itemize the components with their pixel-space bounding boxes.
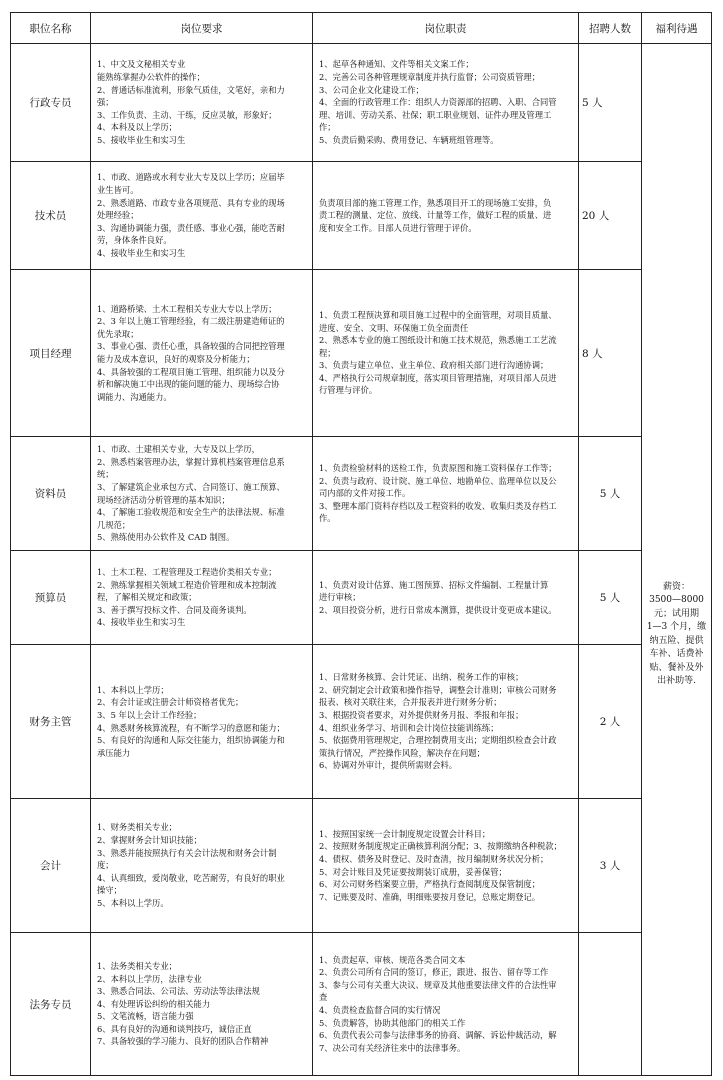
requirement-line: 4、接收毕业生和实习生 xyxy=(97,247,186,258)
position-title: 技术员 xyxy=(11,162,91,270)
requirement-line: 析和解决施工中出现的能问题的能力、现场综合协 xyxy=(97,379,280,390)
duties-cell xyxy=(313,799,579,933)
requirement-line: 3、善于撰写投标文件、合同及商务谈判。 xyxy=(97,604,252,615)
duty-line: 进度、安全、文明、环保施工负全面责任 xyxy=(319,322,469,333)
duty-line: 2、研究制定会计政策和操作指导，调整会计准则；审核公司财务 xyxy=(319,684,557,695)
requirement-line: 2、有会计证或注册会计师资格者优先； xyxy=(97,697,244,708)
header-position-name: 职位名称 xyxy=(11,13,91,44)
position-title: 法务专员 xyxy=(11,933,91,1076)
requirement-line: 2、熟悉档案管理办法，掌握计算机档案管理信息系 xyxy=(97,456,285,467)
requirement-line: 4、了解施工验收规范和安全生产的法律法规、标准 xyxy=(97,507,285,518)
welfare-line: 薪资： xyxy=(662,581,690,592)
requirement-line: 强； xyxy=(97,97,114,108)
duty-line: 7、记账要及时、准确，明细账要按月登记，总账定期登记。 xyxy=(319,891,540,902)
welfare-line: 元；试用期 xyxy=(653,608,699,619)
requirement-line: 3、事业心强、责任心重，具备较强的合同把控管理 xyxy=(97,341,285,352)
duty-line: 2、负责公司所有合同的签订，修正，跟进、报告、留存等工作 xyxy=(319,967,549,978)
requirement-line: 1、法务类相关专业； xyxy=(97,960,177,971)
duty-line: 4、负责检查监督合同的实行情况 xyxy=(319,1005,441,1015)
duty-line: 4、全面的行政管理工作：组织人力资源部的招聘、入职、合同管 xyxy=(319,97,557,108)
requirement-line: 2、本科以上学历，法律专业 xyxy=(97,973,202,984)
requirement-line: 度； xyxy=(97,860,114,871)
duties-cell xyxy=(313,162,579,270)
welfare-line: 车补、话费补 xyxy=(649,649,704,659)
position-title: 财务主管 xyxy=(11,645,91,799)
welfare-line: 纳五险、提供 xyxy=(649,635,704,646)
headcount-cell: 5 人 xyxy=(579,551,642,645)
duty-line: 5、依据费用管理规定，合理控制费用支出；定期组织检查会计政 xyxy=(319,735,557,746)
requirement-line: 2、普通话标准流利，形象气质佳，文笔好，亲和力 xyxy=(97,84,285,95)
duty-line: 行管理与评价。 xyxy=(319,385,378,396)
duties-cell xyxy=(313,551,579,645)
requirement-line: 几规范； xyxy=(97,519,131,530)
welfare-line: 3500—8000 xyxy=(649,595,704,605)
requirement-line: 1、道路桥梁、土木工程相关专业大专以上学历； xyxy=(97,303,277,314)
headcount-cell: 5 人 xyxy=(579,437,642,551)
welfare-cell xyxy=(642,44,712,1076)
requirement-line: 3、熟悉合同法、公司法、劳动法等法律法规 xyxy=(97,986,260,997)
requirement-line: 统； xyxy=(97,469,114,480)
headcount-cell: 20 人 xyxy=(579,162,642,270)
duty-line: 程； xyxy=(319,347,336,358)
duty-line: 1、负责对设计估算、施工图预算、招标文件编制、工程量计算 xyxy=(319,579,549,590)
duty-line: 作。 xyxy=(319,513,336,524)
requirement-line: 5、熟练使用办公软件及 CAD 制图。 xyxy=(97,532,235,543)
requirement-line: 操守； xyxy=(97,885,122,896)
duty-line: 7、决公司有关经济往来中的法律事务。 xyxy=(319,1042,466,1053)
duty-line: 6、对公司财务档案要立册，严格执行查阅制度及保管制度； xyxy=(319,879,540,890)
requirements-cell xyxy=(91,933,313,1076)
header-row xyxy=(11,13,712,44)
position-title: 行政专员 xyxy=(11,44,91,162)
headcount-cell: 2 人 xyxy=(579,645,642,799)
table-row xyxy=(11,799,712,933)
requirement-line: 3、5 年以上会计工作经验； xyxy=(97,709,202,720)
requirement-line: 5、有良好的沟通和人际交往能力，组织协调能力和 xyxy=(97,735,285,746)
requirements-cell xyxy=(91,270,313,437)
requirement-line: 2、掌握财务会计知识技能； xyxy=(97,835,202,846)
job-table xyxy=(10,12,712,1076)
position-title: 资料员 xyxy=(11,437,91,551)
duty-line: 2、项目投资分析，进行日常成本测算，提供设计变更成本建议。 xyxy=(319,604,557,615)
duty-line: 1、日常财务核算、会计凭证、出纳、税务工作的审核； xyxy=(319,672,524,683)
duties-cell xyxy=(313,44,579,162)
position-title: 预算员 xyxy=(11,551,91,645)
duty-line: 2、完善公司各种管理规章制度并执行监督；公司资质管理； xyxy=(319,72,540,83)
requirement-line: 能力及成本意识，良好的观察及分析能力； xyxy=(97,354,255,364)
duty-line: 度和安全工作。目部人员进行管理于评价。 xyxy=(319,222,477,233)
requirement-line: 1、本科以上学历； xyxy=(97,684,169,695)
requirement-line: 1、财务类相关专业； xyxy=(97,822,177,833)
position-title: 项目经理 xyxy=(11,270,91,437)
table-row xyxy=(11,551,712,645)
requirement-line: 能熟练掌握办公软件的操作； xyxy=(97,72,205,83)
duty-line: 报表、核对关联往来，合并报表并进行财务分析； xyxy=(319,697,502,708)
duty-line: 3、根据投资者要求，对外提供财务月报、季报和年报； xyxy=(319,709,524,720)
requirement-line: 1、土木工程、工程管理及工程造价类相关专业； xyxy=(97,567,277,578)
requirement-line: 优先录取； xyxy=(97,328,139,339)
requirement-line: 5、本科以上学历。 xyxy=(97,897,169,908)
requirement-line: 2、熟练掌握相关领域工程造价管理和成本控制流 xyxy=(97,579,277,590)
duty-line: 责工程的测量、定位、放线、计量等工作，做好工程的质量、进 xyxy=(319,210,552,221)
requirement-line: 处理经验； xyxy=(97,210,139,221)
requirements-cell xyxy=(91,162,313,270)
duty-line: 4、严格执行公司规章制度，落实项目管理措施，对项目部人员进 xyxy=(319,372,557,383)
requirement-line: 1、市政、道路或水利专业大专及以上学历；应届毕 xyxy=(97,172,285,183)
welfare-line: 1—3 个月，缴 xyxy=(646,622,707,632)
requirement-line: 1、市政、土建相关专业，大专及以上学历， xyxy=(97,444,260,455)
duty-line: 5、负责解答，协助其他部门的相关工作 xyxy=(319,1017,466,1028)
duty-line: 1、负责起草、审核、规范各类合同文本 xyxy=(319,954,466,965)
duties-cell xyxy=(313,437,579,551)
requirement-line: 1、中文及文秘相关专业 xyxy=(97,59,186,70)
duty-line: 司内部的文件对接工作。 xyxy=(319,488,411,499)
header-welfare: 福利待遇 xyxy=(642,13,712,44)
duty-line: 3、参与公司有关重大决议、规章及其他重要法律文件的合法性审 xyxy=(319,979,557,990)
welfare-line: 贴、餐补及外 xyxy=(649,662,704,673)
table-row xyxy=(11,645,712,799)
requirements-cell xyxy=(91,645,313,799)
duty-line: 策执行情况，严控操作风险，解决存在问题； xyxy=(319,747,485,758)
requirement-line: 7、具备较强的学习能力、良好的团队合作精神 xyxy=(97,1036,269,1047)
headcount-cell: 3 人 xyxy=(579,799,642,933)
requirement-line: 3、了解建筑企业承包方式、合同签订、施工预算、 xyxy=(97,481,285,492)
duty-line: 5、负责后勤采购、费用登记、车辆班组管理等。 xyxy=(319,134,499,145)
requirement-line: 4、接收毕业生和实习生 xyxy=(97,617,186,628)
duty-line: 6、负责代表公司参与法律事务的协商、调解、诉讼仲裁活动，解 xyxy=(319,1030,557,1041)
duty-line: 5、对会计账目及凭证要按期装订成册，妥善保管； xyxy=(319,866,507,877)
header-requirements: 岗位要求 xyxy=(91,13,313,44)
table-row xyxy=(11,44,712,162)
requirement-line: 程，了解相关规定和政策； xyxy=(97,592,197,603)
position-title: 会计 xyxy=(11,799,91,933)
duty-line: 4、组织业务学习、培训和会计岗位技能训练练； xyxy=(319,722,499,733)
requirement-line: 3、沟通协调能力强，责任感、事业心强，能吃苦耐 xyxy=(97,222,285,233)
table-row xyxy=(11,437,712,551)
requirement-line: 4、认真细致，爱岗敬业，吃苦耐劳，有良好的职业 xyxy=(97,872,285,883)
requirement-line: 2、3 年以上施工管理经验，有二级注册建造师证的 xyxy=(97,316,285,327)
requirement-line: 劳，身体条件良好。 xyxy=(97,235,172,246)
requirement-line: 5、接收毕业生和实习生 xyxy=(97,134,186,145)
requirement-line: 承压能力 xyxy=(97,747,131,758)
duties-cell xyxy=(313,645,579,799)
requirement-line: 2、熟悉道路、市政专业各项规范、具有专业的现场 xyxy=(97,197,285,208)
duty-line: 3、负责与建立单位、业主单位、政府相关部门进行沟通协调； xyxy=(319,360,549,371)
requirements-cell xyxy=(91,437,313,551)
requirement-line: 6、具有良好的沟通和谈判技巧，诚信正直 xyxy=(97,1023,252,1034)
headcount-cell: 5 人 xyxy=(579,44,642,162)
headcount-cell: 8 人 xyxy=(579,270,642,437)
duty-line: 查 xyxy=(319,992,328,1003)
header-duties: 岗位职责 xyxy=(313,13,579,44)
duty-line: 进行审核； xyxy=(319,592,361,603)
requirement-line: 调能力、沟通能力。 xyxy=(97,391,172,402)
duties-cell xyxy=(313,933,579,1076)
duty-line: 3、整理本部门资料存档以及工程资料的收发、收集归类及存档工 xyxy=(319,500,557,511)
duty-line: 4、债权、债务及时登记、及时查清，按月编制财务状况分析； xyxy=(319,853,549,864)
requirement-line: 3、熟悉并能按照执行有关会计法规和财务会计制 xyxy=(97,847,277,858)
requirements-cell xyxy=(91,799,313,933)
requirement-line: 4、本科及以上学历； xyxy=(97,122,177,133)
headcount-cell xyxy=(579,933,642,1076)
requirement-line: 业生皆可。 xyxy=(97,185,139,196)
duty-line: 2、熟悉本专业的施工图纸设计和施工技术规范，熟悉施工工艺流 xyxy=(319,335,557,346)
welfare-line: 出补助等. xyxy=(657,676,696,686)
requirement-line: 4、具备较强的工程项目施工管理、组织能力以及分 xyxy=(97,366,285,377)
duty-line: 负责项目部的施工管理工作，熟悉项目开工的现场施工安排，负 xyxy=(319,197,552,208)
duty-line: 作； xyxy=(319,122,336,133)
duty-line: 1、按照国家统一会计制度规定设置会计科目； xyxy=(319,828,491,839)
requirement-line: 5、文笔流畅，语言能力强 xyxy=(97,1011,194,1022)
duty-line: 1、起草各种通知、文件等相关文案工作； xyxy=(319,59,474,70)
duty-line: 2、负责与政府、设计院、施工单位、地勘单位、监理单位以及公 xyxy=(319,475,557,486)
header-headcount: 招聘人数 xyxy=(579,13,642,44)
table-row xyxy=(11,162,712,270)
duties-cell xyxy=(313,270,579,437)
requirement-line: 4、有处理诉讼纠纷的相关能力 xyxy=(97,998,211,1009)
table-row xyxy=(11,933,712,1076)
duty-line: 6、协调对外审计，提供所需财会料。 xyxy=(319,760,458,771)
duty-line: 2、按照财务制度规定正确核算利润分配；3、按期缴纳各种税款； xyxy=(319,841,562,852)
requirements-cell xyxy=(91,44,313,162)
requirement-line: 4、熟悉财务核算流程，有不断学习的意愿和能力； xyxy=(97,722,285,733)
duty-line: 1、负责检验材料的送检工作，负责原图和施工资料保存工作等； xyxy=(319,463,557,474)
requirements-cell xyxy=(91,551,313,645)
duty-line: 3、公司企业文化建设工作； xyxy=(319,84,424,95)
requirement-line: 现场经济活动分析管理的基本知识； xyxy=(97,494,230,505)
requirement-line: 3、工作负责、主动、干练，反应灵敏，形象好； xyxy=(97,109,277,120)
duty-line: 1、负责工程预决算和项目施工过程中的全面管理，对项目质量、 xyxy=(319,309,557,320)
duty-line: 理、培训、劳动关系、社保；职工职业规划、证件办理及管理工 xyxy=(319,109,552,120)
table-row xyxy=(11,270,712,437)
